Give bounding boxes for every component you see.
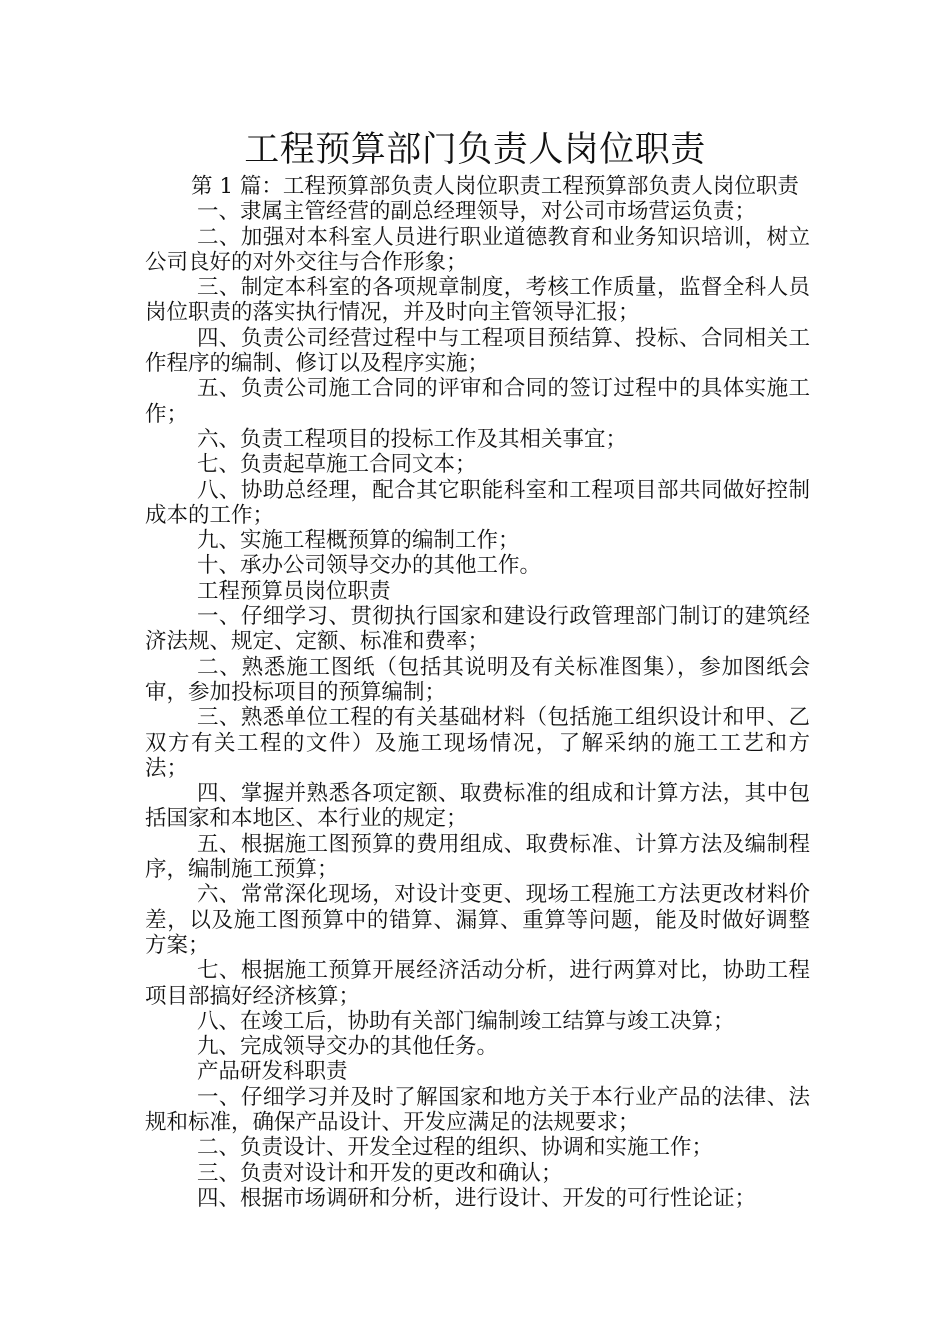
paragraph: 八、在竣工后，协助有关部门编制竣工结算与竣工决算； <box>197 1008 735 1034</box>
paragraph: 二、加强对本科室人员进行职业道德教育和业务知识培训，树立公司良好的对外交往与合作形象； <box>145 224 810 275</box>
paragraph: 四、根据市场调研和分析，进行设计、开发的可行性论证； <box>197 1185 757 1211</box>
document-title: 工程预算部门负责人岗位职责 <box>244 130 706 170</box>
paragraph: 三、负责对设计和开发的更改和确认； <box>197 1160 563 1186</box>
paragraph: 二、熟悉施工图纸（包括其说明及有关标准图集），参加图纸会审，参加投标项目的预算编制； <box>145 654 810 705</box>
paragraph: 九、实施工程概预算的编制工作； <box>197 528 520 554</box>
paragraph: 一、仔细学习并及时了解国家和地方关于本行业产品的法律、法规和标准，确保产品设计、开发应满足的法规要求； <box>145 1084 810 1135</box>
document-body <box>145 174 810 1211</box>
paragraph: 五、负责公司施工合同的评审和合同的签订过程中的具体实施工作； <box>145 376 810 427</box>
paragraph: 三、熟悉单位工程的有关基础材料（包括施工组织设计和甲、乙双方有关工程的文件）及施工现场情况，了解采纳的施工工艺和方法； <box>145 705 810 781</box>
paragraph: 九、完成领导交办的其他任务。 <box>197 1034 499 1060</box>
section-heading: 工程预算员岗位职责 <box>197 578 391 604</box>
paragraph: 七、根据施工预算开展经济活动分析，进行两算对比，协助工程项目部搞好经济核算； <box>145 958 810 1009</box>
paragraph: 六、常常深化现场，对设计变更、现场工程施工方法更改材料价差，以及施工图预算中的错算、漏算、重算等问题，能及时做好调整方案； <box>145 882 810 958</box>
paragraph: 十、承办公司领导交办的其他工作。 <box>197 553 542 579</box>
paragraph: 七、负责起草施工合同文本； <box>197 452 477 478</box>
paragraph: 六、负责工程项目的投标工作及其相关事宜； <box>197 426 628 452</box>
paragraph: 八、协助总经理，配合其它职能科室和工程项目部共同做好控制成本的工作； <box>145 477 810 528</box>
paragraph: 二、负责设计、开发全过程的组织、协调和实施工作； <box>197 1135 714 1161</box>
paragraph: 一、隶属主管经营的副总经理领导，对公司市场营运负责； <box>197 199 757 225</box>
paragraph: 五、根据施工图预算的费用组成、取费标准、计算方法及编制程序，编制施工预算； <box>145 831 810 883</box>
section-heading: 产品研发科职责 <box>197 1059 348 1085</box>
article-heading: 第 1 篇：工程预算部负责人岗位职责工程预算部负责人岗位职责 <box>191 174 799 199</box>
paragraph: 一、仔细学习、贯彻执行国家和建设行政管理部门制订的建筑经济法规、规定、定额、标准和费率； <box>145 604 810 655</box>
paragraph: 三、制定本科室的各项规章制度，考核工作质量，监督全科人员岗位职责的落实执行情况，并及时向主管领导汇报； <box>145 275 810 326</box>
paragraph: 四、掌握并熟悉各项定额、取费标准的组成和计算方法，其中包括国家和本地区、本行业的规定； <box>145 781 810 832</box>
paragraph: 四、负责公司经营过程中与工程项目预结算、投标、合同相关工作程序的编制、修订以及程序实施； <box>145 325 810 377</box>
